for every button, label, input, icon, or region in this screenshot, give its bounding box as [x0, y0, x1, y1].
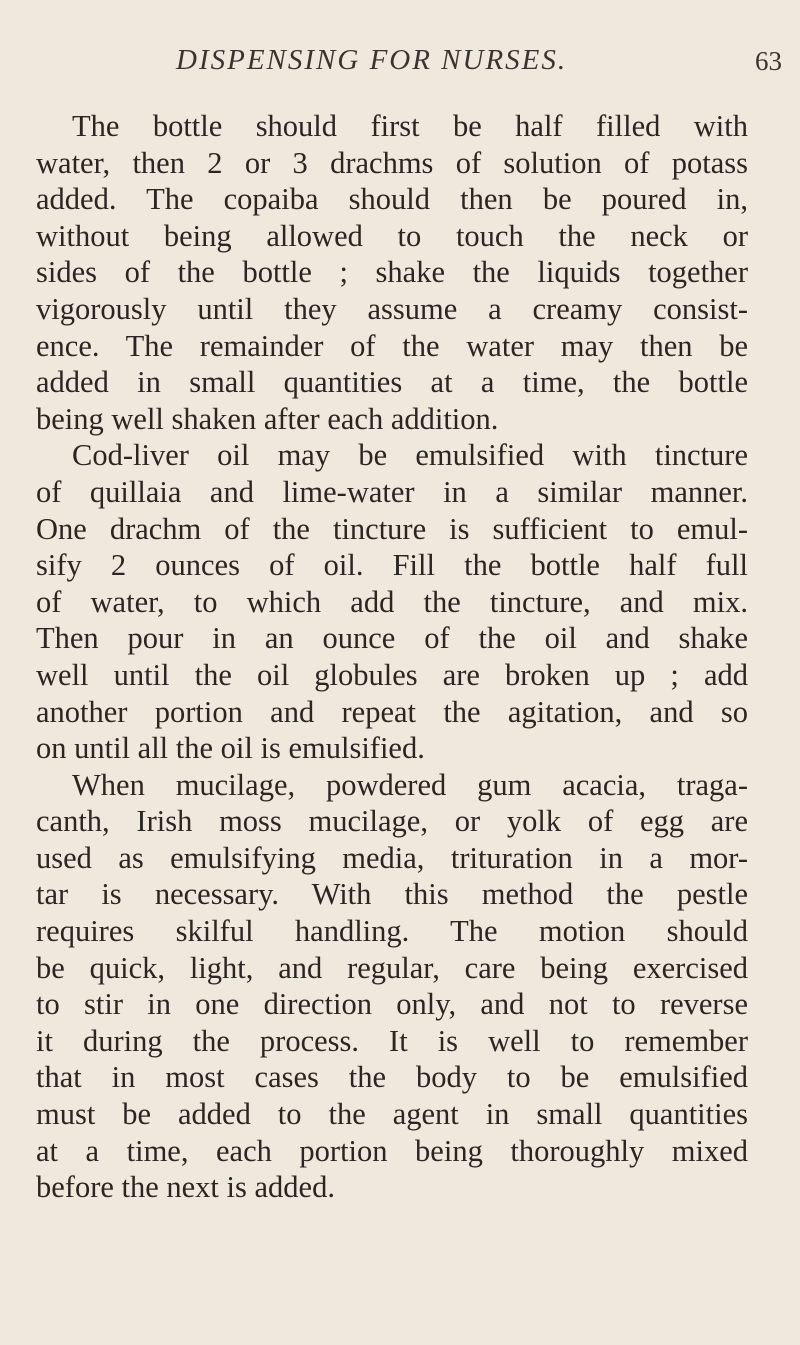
text-line: another portion and repeat the agitation, and so: [36, 694, 748, 729]
text-line: sify 2 ounces of oil. Fill the bottle half full: [36, 548, 748, 583]
text-line: that in most cases the body to be emulsified: [36, 1060, 748, 1095]
text-line: to stir in one direction only, and not to reverse: [36, 987, 748, 1022]
text-line: of quillaia and lime-water in a similar manner.: [36, 474, 748, 509]
text-line: be quick, light, and regular, care being exercised: [36, 950, 748, 985]
running-head: [36, 44, 796, 84]
text-line: well until the oil globules are broken up ; add: [36, 657, 748, 692]
text-line: canth, Irish moss mucilage, or yolk of egg are: [36, 804, 748, 839]
text-line: requires skilful handling. The motion should: [36, 914, 748, 949]
text-line: before the next is added.: [36, 1170, 335, 1205]
text-line: of water, to which add the tincture, and mix.: [36, 584, 748, 619]
page-number: 63: [755, 46, 782, 76]
text-line: at a time, each portion being thoroughly mixed: [36, 1133, 748, 1168]
text-line: without being allowed to touch the neck or: [36, 218, 748, 253]
text-line: it during the process. It is well to remember: [36, 1023, 748, 1058]
text-line: Cod-liver oil may be emulsified with tincture: [72, 438, 748, 473]
running-title: DISPENSING FOR NURSES.: [176, 44, 568, 76]
text-line: One drachm of the tincture is sufficient to emul-: [36, 511, 748, 546]
text-line: The bottle should first be half filled with: [72, 109, 748, 143]
text-line: added. The copaiba should then be poured in,: [36, 182, 748, 217]
text-line: on until all the oil is emulsified.: [36, 731, 425, 766]
text-line: ence. The remainder of the water may then be: [36, 328, 748, 363]
text-line: tar is necessary. With this method the pestle: [36, 877, 748, 912]
text-line: When mucilage, powdered gum acacia, traga-: [72, 767, 748, 802]
text-line: sides of the bottle ; shake the liquids together: [36, 255, 748, 290]
text-line: Then pour in an ounce of the oil and shake: [36, 621, 748, 656]
text-line: being well shaken after each addition.: [36, 401, 499, 436]
text-line: used as emulsifying media, trituration in a mor-: [36, 840, 748, 875]
text-line: added in small quantities at a time, the bottle: [36, 365, 748, 400]
text-line: water, then 2 or 3 drachms of solution of potass: [36, 145, 748, 180]
text-line: vigorously until they assume a creamy consist-: [36, 291, 748, 326]
body-text: [36, 108, 748, 1206]
text-line: must be added to the agent in small quantities: [36, 1097, 748, 1132]
